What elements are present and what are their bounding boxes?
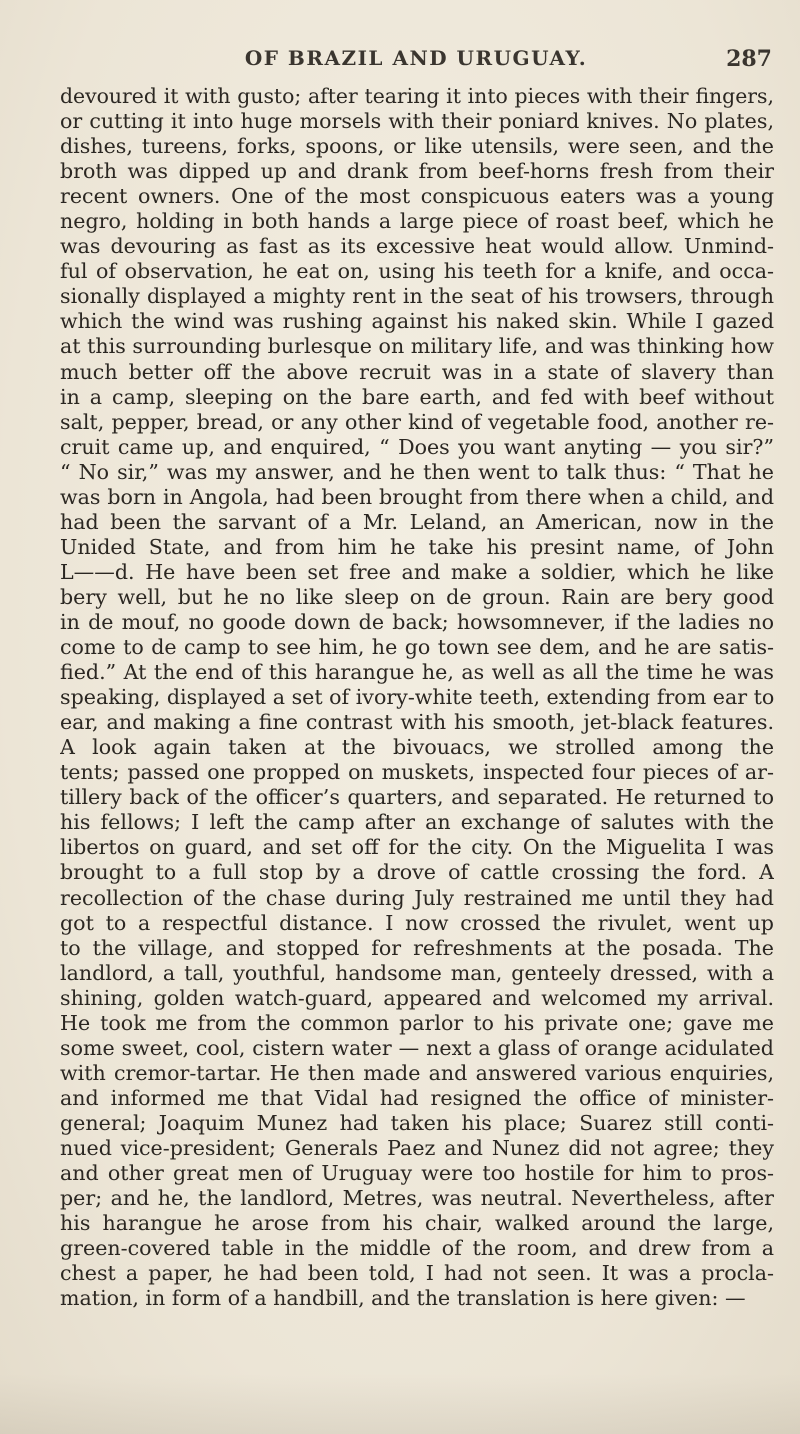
text-line: tents; passed one propped on muskets, inspected four pieces of ar- [60,760,774,785]
text-line: his fellows; I left the camp after an exchange of salutes with the [60,810,774,835]
text-line: at this surrounding burlesque on military life, and was thinking how [60,334,774,359]
text-line: mation, in form of a handbill, and the translation is here given: — [60,1286,746,1311]
text-line: with cremor-tartar. He then made and answered various enquiries, [60,1060,774,1085]
text-line: got to a respectful distance. I now crossed the rivulet, went up [60,910,774,935]
text-line: ful of observation, he eat on, using his teeth for a knife, and occa- [60,259,774,284]
text-line: his harangue he arose from his chair, walked around the large, [60,1211,774,1236]
text-line: sionally displayed a mighty rent in the seat of his trowsers, through [60,284,774,309]
text-line: negro, holding in both hands a large piece of roast beef, which he [60,209,774,234]
page-number: 287 [726,46,772,72]
text-line: green-covered table in the middle of the room, and drew from a [60,1236,774,1261]
text-line: general; Joaquim Munez had taken his place; Suarez still conti- [60,1110,774,1135]
text-line: much better off the above recruit was in a state of slavery than [60,359,774,384]
text-line: and informed me that Vidal had resigned the office of minister- [60,1085,774,1110]
text-line: shining, golden watch-guard, appeared and welcomed my arrival. [60,985,774,1010]
text-line: L——d. He have been set free and make a soldier, which he like [60,559,774,584]
text-line: chest a paper, he had been told, I had not seen. It was a procla- [60,1261,774,1286]
text-line: some sweet, cool, cistern water — next a glass of orange acidulated [60,1035,774,1060]
text-line: bery well, but he no like sleep on de groun. Rain are bery good [60,584,774,609]
text-line: which the wind was rushing against his naked skin. While I gazed [60,309,774,334]
text-line: recent owners. One of the most conspicuous eaters was a young [60,184,774,209]
text-line: fied.” At the end of this harangue he, as well as all the time he was [60,660,774,685]
text-line: He took me from the common parlor to his private one; gave me [60,1010,774,1035]
text-line: speaking, displayed a set of ivory-white teeth, extending from ear to [60,685,774,710]
text-line: was devouring as fast as its excessive heat would allow. Unmind- [60,234,774,259]
text-line: broth was dipped up and drank from beef-horns fresh from their [60,159,774,184]
page-header [60,46,772,86]
page-edge-shadow [0,1374,800,1434]
text-line: in a camp, sleeping on the bare earth, and fed with beef without [60,384,774,409]
text-line: to the village, and stopped for refreshments at the posada. The [60,935,774,960]
text-line: recollection of the chase during July restrained me until they had [60,885,774,910]
text-line: Unided State, and from him he take his presint name, of John [60,534,774,559]
text-line: tillery back of the officer’s quarters, and separated. He returned to [60,785,774,810]
text-line: nued vice-president; Generals Paez and Nunez did not agree; they [60,1135,774,1160]
text-line: “ No sir,” was my answer, and he then went to talk thus: “ That he [60,459,774,484]
text-line: was born in Angola, had been brought from there when a child, and [60,484,774,509]
text-line: had been the sarvant of a Mr. Leland, an American, now in the [60,509,774,534]
text-line: brought to a full stop by a drove of cattle crossing the ford. A [60,860,774,885]
text-line: landlord, a tall, youthful, handsome man, genteely dressed, with a [60,960,774,985]
text-line: devoured it with gusto; after tearing it into pieces with their fingers, [60,84,774,108]
text-line: A look again taken at the bivouacs, we strolled among the [60,735,774,760]
text-line: salt, pepper, bread, or any other kind of vegetable food, another re- [60,409,774,434]
text-line: ear, and making a fine contrast with his smooth, jet-black features. [60,710,774,735]
text-line: per; and he, the landlord, Metres, was neutral. Nevertheless, after [60,1186,774,1211]
text-line: cruit came up, and enquired, “ Does you want anyting — you sir?” [60,434,774,459]
text-line: or cutting it into huge morsels with their poniard knives. No plates, [60,109,774,134]
body-text [60,84,774,1311]
text-line: come to de camp to see him, he go town see dem, and he are satis- [60,635,774,660]
text-line: in de mouf, no goode down de back; howsomnever, if the ladies no [60,609,774,634]
text-line: and other great men of Uruguay were too hostile for him to pros- [60,1161,774,1186]
text-line: dishes, tureens, forks, spoons, or like utensils, were seen, and the [60,134,774,159]
text-line: libertos on guard, and set off for the city. On the Miguelita I was [60,835,774,860]
running-head: OF BRAZIL AND URUGUAY. [244,46,588,70]
